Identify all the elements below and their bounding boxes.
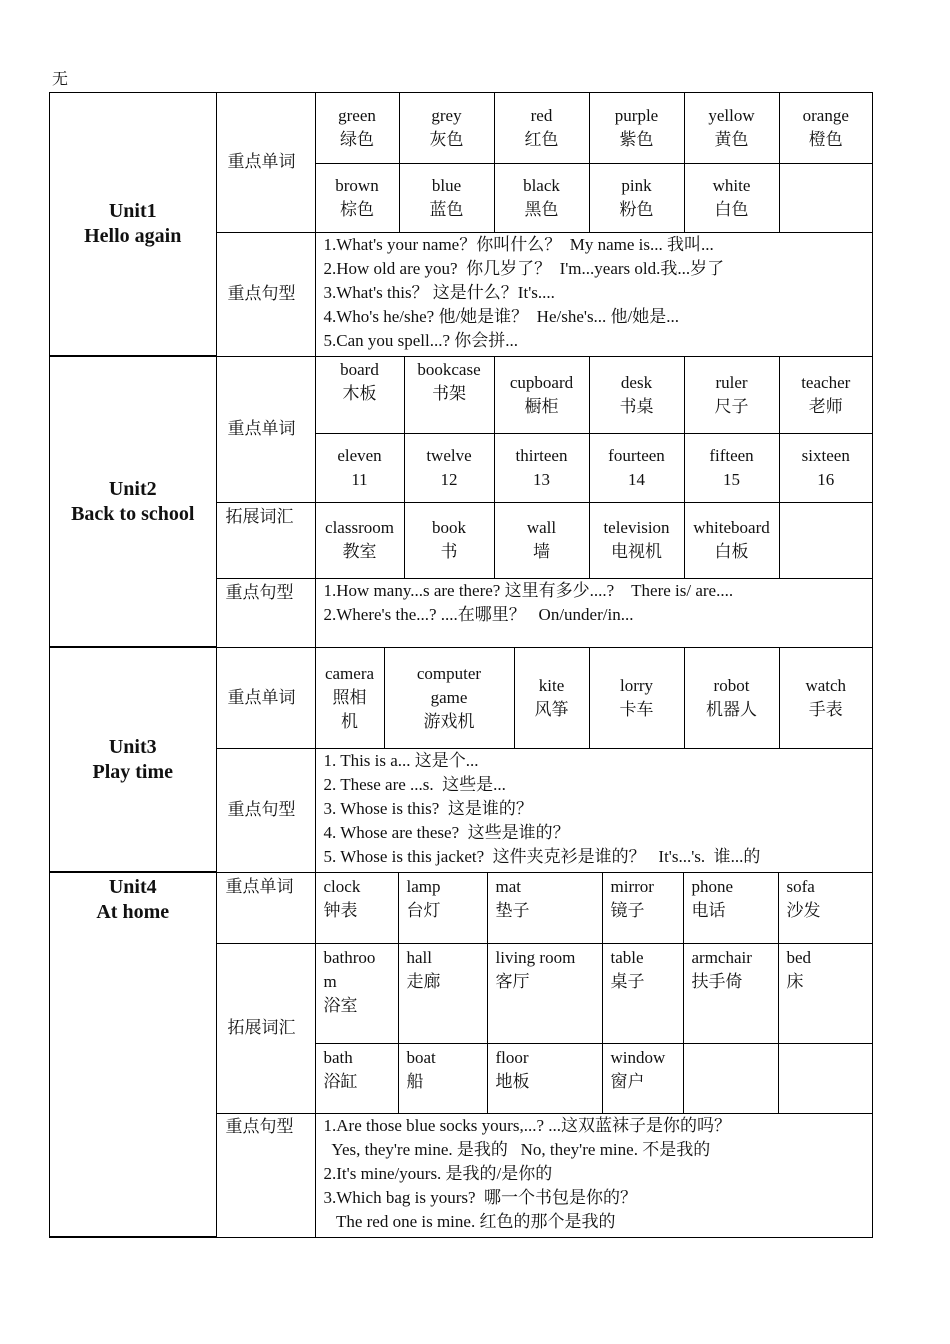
extend-word: armchair	[691, 947, 752, 967]
extend-meaning: 书	[440, 542, 458, 561]
extend-cell	[602, 943, 683, 1043]
vocab-meaning: 卡车	[619, 699, 654, 719]
sentence-line: 2. These are ...s. 这些是...	[323, 774, 506, 794]
vocab-meaning: 粉色	[619, 199, 654, 219]
sentence-line: 3.Which bag is yours? 哪一个书包是你的？	[323, 1187, 638, 1207]
vocab-meaning: 黑色	[524, 199, 559, 219]
vocab-cell	[494, 163, 589, 232]
vocab-word: fifteen	[709, 445, 754, 465]
extend-meaning: 床	[786, 971, 804, 991]
vocab-word: robot	[713, 675, 750, 695]
extend-cell	[315, 1043, 398, 1113]
vocab-word: desk	[620, 372, 653, 392]
empty-cell	[778, 1043, 872, 1113]
vocab-meaning: 蓝色	[429, 199, 464, 219]
sentence-line: The red one is mine. 红色的那个是我的	[323, 1211, 616, 1231]
vocab-cell	[589, 648, 684, 748]
unit4-title-line2: At home	[96, 901, 170, 923]
vocab-word: phone	[691, 877, 734, 896]
unit2-title	[50, 357, 216, 647]
extend-meaning: 地板	[495, 1071, 530, 1091]
unit3-sentences	[315, 748, 872, 872]
vocab-word: red	[530, 105, 553, 125]
header-text: 无	[52, 71, 69, 88]
vocab-word: thirteen	[515, 445, 568, 465]
vocab-cell	[315, 433, 404, 502]
vocab-word: yellow	[708, 105, 755, 125]
unit1-title	[50, 93, 216, 356]
vocab-cell	[684, 433, 779, 502]
vocab-meaning: 灰色	[429, 129, 464, 149]
extend-cell	[398, 943, 487, 1043]
vocab-cell	[589, 357, 684, 433]
vocab-meaning: 绿色	[340, 129, 374, 149]
vocab-word: blue	[431, 175, 462, 195]
vocab-meaning: 垫子	[495, 901, 530, 920]
extend-meaning: 扶手倚	[691, 971, 743, 991]
vocab-cell	[315, 93, 399, 163]
extend-meaning: 电视机	[611, 542, 662, 561]
vocab-cell	[315, 163, 399, 232]
sentence-line: 2.Where's the...? ....在哪里？ On/under/in...	[323, 604, 634, 624]
extend-cell	[404, 502, 494, 578]
vocab-meaning: 红色	[524, 129, 559, 149]
unit2-title-line1: Unit2	[108, 477, 157, 500]
extend-meaning: 走廊	[406, 971, 441, 991]
extend-word: bathroom	[323, 947, 376, 991]
vocab-cell	[589, 93, 684, 163]
vocab-cell	[683, 873, 778, 943]
vocab-meaning: 风筝	[534, 699, 569, 719]
vocab-cell	[684, 648, 779, 748]
unit4-section	[49, 872, 873, 1238]
vocab-word: grey	[431, 105, 462, 125]
vocab-cell	[514, 648, 589, 748]
vocab-cell	[779, 433, 872, 502]
sentence-line: 2.How old are you? 你几岁了？ I'm...years old.我...岁了	[323, 258, 725, 278]
extend-word: boat	[406, 1047, 436, 1067]
extend-cell	[494, 502, 589, 578]
vocab-cell	[384, 648, 514, 748]
extend-cell	[315, 502, 404, 578]
sentence-line: 2.It's mine/yours. 是我的/是你的	[323, 1163, 553, 1183]
unit1-vocab-label: 重点单词	[216, 93, 315, 232]
unit4-vocab-label: 重点单词	[216, 873, 315, 943]
sentence-line: 1.What's your name？你叫什么？ My name is... 我叫...	[323, 234, 714, 254]
sentence-line: 5.Can you spell...? 你会拼...	[323, 330, 519, 350]
vocab-meaning: 橱柜	[524, 396, 559, 416]
unit4-sentence-label: 重点句型	[216, 1113, 315, 1237]
unit2-vocab-label: 重点单词	[216, 357, 315, 502]
unit1-sentences	[315, 232, 872, 356]
extend-word: book	[432, 518, 466, 537]
vocab-cell	[684, 93, 779, 163]
unit3-section	[49, 647, 873, 873]
empty-cell	[683, 1043, 778, 1113]
vocab-word: ruler	[715, 372, 748, 392]
extend-word: television	[603, 518, 670, 537]
unit2-section	[49, 356, 873, 648]
unit2-title-line2: Back to school	[71, 502, 195, 525]
vocab-word: lorry	[619, 675, 654, 695]
vocab-meaning: 沙发	[786, 901, 821, 920]
vocab-meaning: 15	[723, 469, 740, 489]
vocab-word: bookcase	[417, 360, 481, 379]
sentence-line: 4. Whose are these? 这些是谁的？	[323, 822, 570, 842]
vocab-word: black	[523, 175, 560, 195]
vocab-meaning: 机器人	[706, 699, 757, 719]
unit4-title-line1: Unit4	[108, 876, 157, 898]
vocab-word: board	[340, 360, 379, 379]
sentence-line: 5. Whose is this jacket? 这件夹克衫是谁的？ It's...'s. 谁...的	[323, 846, 761, 866]
vocab-cell	[494, 433, 589, 502]
unit4-extend-label: 拓展词汇	[216, 943, 315, 1113]
sentence-line: Yes, they're mine. 是我的 No, they're mine. 不是我的	[323, 1139, 711, 1159]
vocab-word: watch	[805, 675, 847, 695]
vocab-word: mirror	[610, 877, 654, 896]
unit4-title	[50, 873, 216, 1237]
vocab-meaning: 橙色	[808, 129, 843, 149]
extend-cell	[683, 943, 778, 1043]
sentence-line: 1.Are those blue socks yours,...? ...这双蓝袜子是你的吗？	[323, 1115, 731, 1135]
unit2-sentence-label: 重点句型	[216, 578, 315, 647]
vocab-word: lamp	[406, 877, 441, 896]
vocab-word: green	[338, 105, 376, 125]
vocab-meaning: 书桌	[619, 396, 654, 416]
extend-cell	[589, 502, 684, 578]
extend-word: classroom	[325, 518, 394, 537]
vocab-cell	[315, 873, 398, 943]
sentence-line: 3.What's this？ 这是什么？It's....	[323, 282, 555, 302]
vocab-word: teacher	[801, 372, 851, 392]
vocab-word: purple	[614, 105, 659, 125]
sentence-line: 1.How many...s are there? 这里有多少....? There is/ are....	[323, 580, 734, 600]
vocab-cell	[684, 163, 779, 232]
vocab-meaning: 12	[440, 469, 458, 489]
unit3-title	[50, 648, 216, 872]
unit3-title-line2: Play time	[92, 760, 174, 783]
vocab-cell	[779, 93, 872, 163]
extend-word: hall	[406, 947, 432, 967]
vocab-cell	[404, 433, 494, 502]
extend-cell	[778, 943, 872, 1043]
unit2-extend-label: 拓展词汇	[216, 502, 315, 578]
extend-word: table	[610, 947, 644, 967]
vocab-cell	[494, 357, 589, 433]
extend-meaning: 教室	[342, 542, 377, 561]
unit1-title-line1: Unit1	[108, 200, 157, 222]
vocab-word: fourteen	[608, 445, 665, 465]
vocab-meaning: 手表	[808, 699, 843, 719]
vocab-cell	[494, 93, 589, 163]
extend-word: bath	[323, 1047, 353, 1067]
vocab-meaning: 游戏机	[423, 711, 475, 731]
extend-meaning: 浴室	[323, 995, 358, 1015]
vocab-meaning: 13	[533, 469, 550, 489]
sentence-line: 4.Who's he/she? 他/她是谁？ He/she's... 他/她是...	[323, 306, 680, 326]
vocab-word: clock	[323, 877, 361, 896]
unit1-sentence-label: 重点句型	[216, 232, 315, 356]
empty-cell	[779, 502, 872, 578]
vocab-meaning: 照相机	[332, 687, 367, 731]
extend-meaning: 船	[406, 1071, 424, 1091]
extend-word: whiteboard	[693, 518, 770, 537]
vocab-cell	[404, 357, 494, 433]
vocab-meaning: 尺子	[714, 396, 749, 416]
vocab-meaning: 镜子	[610, 901, 645, 920]
vocab-cell	[398, 873, 487, 943]
vocab-meaning: 木板	[342, 384, 377, 403]
extend-word: wall	[526, 518, 557, 537]
unit2-sentences	[315, 578, 872, 647]
vocab-cell	[779, 357, 872, 433]
sentence-line: 3. Whose is this? 这是谁的？	[323, 798, 533, 818]
extend-meaning: 客厅	[495, 971, 530, 991]
extend-meaning: 浴缸	[323, 1071, 358, 1091]
extend-cell	[487, 1043, 602, 1113]
vocab-cell	[589, 163, 684, 232]
unit3-vocab-label: 重点单词	[216, 648, 315, 748]
vocab-word: cupboard	[509, 372, 574, 392]
vocab-meaning: 台灯	[406, 901, 441, 920]
vocab-word: camera	[324, 663, 375, 683]
vocab-meaning: 14	[628, 469, 645, 489]
vocab-word: twelve	[426, 445, 472, 465]
vocab-meaning: 电话	[691, 901, 726, 920]
unit3-sentence-label: 重点句型	[216, 748, 315, 872]
vocab-meaning: 钟表	[323, 901, 358, 920]
extend-word: window	[610, 1047, 666, 1067]
vocab-cell	[487, 873, 602, 943]
vocab-word: brown	[335, 175, 379, 195]
extend-cell	[398, 1043, 487, 1113]
extend-meaning: 白板	[714, 542, 749, 561]
unit3-title-line1: Unit3	[108, 735, 157, 758]
vocab-word: pink	[621, 175, 652, 195]
vocab-word: mat	[495, 877, 521, 896]
vocab-word: eleven	[337, 445, 382, 465]
vocab-cell	[315, 648, 384, 748]
vocab-cell	[589, 433, 684, 502]
vocab-meaning: 紫色	[619, 129, 654, 149]
vocab-cell	[779, 648, 872, 748]
extend-meaning: 窗户	[610, 1071, 645, 1091]
extend-cell	[487, 943, 602, 1043]
vocab-meaning: 16	[817, 469, 835, 489]
vocab-meaning: 白色	[714, 199, 749, 219]
vocab-meaning: 棕色	[340, 199, 374, 219]
vocab-meaning: 黄色	[714, 129, 749, 149]
vocab-cell	[399, 93, 494, 163]
vocab-cell	[399, 163, 494, 232]
extend-meaning: 桌子	[610, 971, 645, 991]
vocab-word: kite	[538, 675, 565, 695]
extend-word: living room	[495, 947, 576, 967]
empty-cell	[779, 163, 872, 232]
vocab-word: sixteen	[801, 445, 850, 465]
extend-meaning: 墙	[533, 542, 550, 561]
vocab-cell	[315, 357, 404, 433]
vocab-cell	[778, 873, 872, 943]
vocab-word: white	[712, 175, 751, 195]
extend-word: bed	[786, 947, 812, 967]
vocab-meaning: 书架	[432, 384, 466, 403]
vocab-cell	[602, 873, 683, 943]
extend-cell	[684, 502, 779, 578]
unit4-sentences	[315, 1113, 872, 1237]
vocab-word: sofa	[786, 877, 815, 896]
sentence-line: 1. This is a... 这是个...	[323, 750, 479, 770]
vocab-word: orange	[802, 105, 849, 125]
vocab-word: computer game	[416, 663, 482, 707]
vocab-meaning: 11	[351, 469, 368, 489]
extend-cell	[602, 1043, 683, 1113]
extend-cell	[315, 943, 398, 1043]
vocab-cell	[684, 357, 779, 433]
unit1-section	[49, 92, 873, 357]
extend-word: floor	[495, 1047, 529, 1067]
unit1-title-line2: Hello again	[84, 225, 182, 247]
vocab-meaning: 老师	[808, 396, 843, 416]
